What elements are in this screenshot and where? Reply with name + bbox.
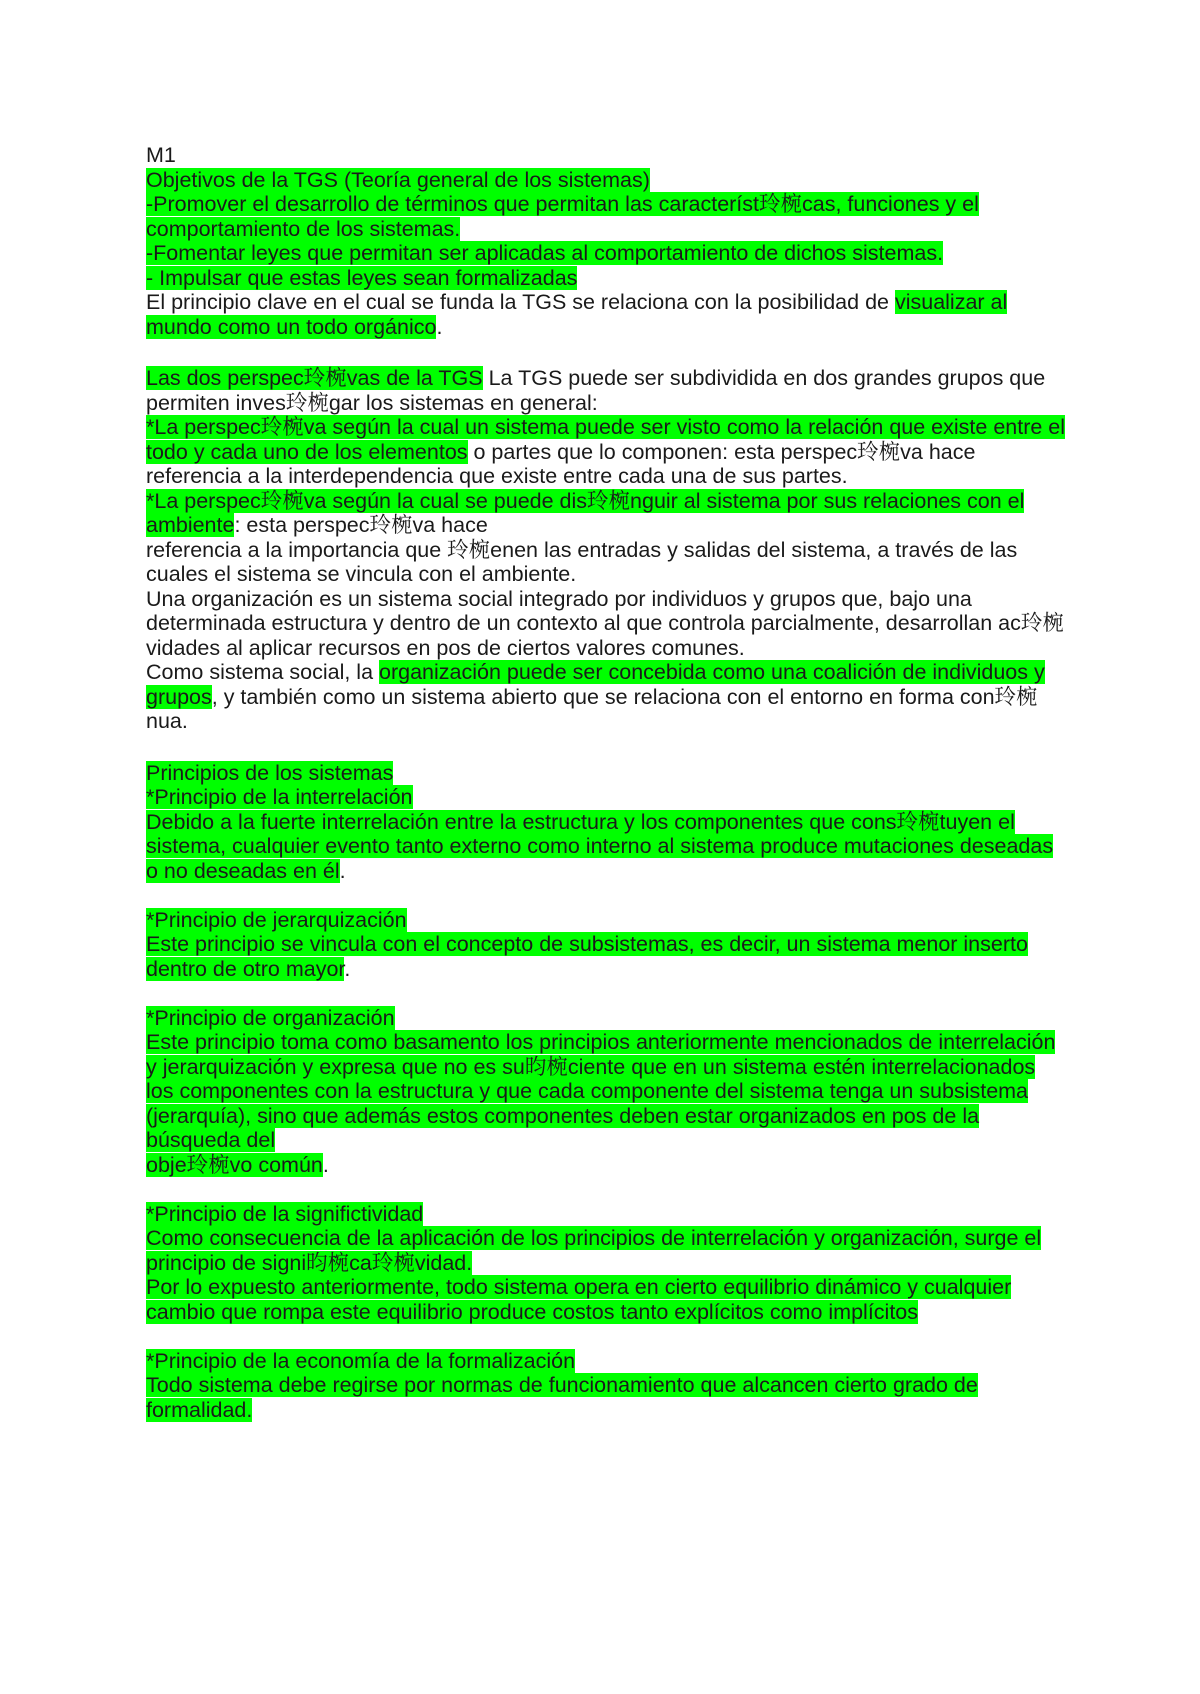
principio-clave-paragraph [146, 290, 1066, 339]
principio-jerarquizacion-title [146, 908, 1066, 933]
principio-economia-body-text: Todo sistema debe regirse por normas de funcionamiento que alcancen cierto grado de formalidad. [146, 1373, 978, 1422]
objetivo-item-1-text: -Promover el desarrollo de términos que permitan las característ玲椀cas, funciones y el comportamiento de los sistemas. [146, 192, 979, 241]
spacer [146, 734, 1066, 761]
principio-significtividad-title [146, 1202, 1066, 1227]
organizacion-text-start: Como sistema social, la [146, 660, 379, 684]
principio-organizacion-title [146, 1006, 1066, 1031]
principio-significtividad-body-2-text: Por lo expuesto anteriormente, todo sistema opera en cierto equilibrio dinámico y cualquier cambio que rompa este equilibrio produce costos tanto explícitos como implícitos [146, 1275, 1012, 1324]
doc-title: M1 [146, 143, 176, 167]
objetivo-item-2 [146, 241, 1066, 266]
principio-economia-body [146, 1373, 1066, 1422]
spacer [146, 339, 1066, 366]
principio-significtividad-body-text: Como consecuencia de la aplicación de los principios de interrelación y organización, surge el principio de signi昀椀ca玲椀vidad. [146, 1226, 1042, 1275]
objetivo-item-1 [146, 192, 1066, 241]
principio-clave-highlight: visualizar al mundo como un todo orgánico [146, 290, 1008, 339]
principio-organizacion-body-2 [146, 1153, 1066, 1178]
principio-economia-title-text: *Principio de la economía de la formalización [146, 1348, 576, 1373]
spacer [146, 883, 1066, 908]
objetivos-heading [146, 168, 1066, 193]
principio-organizacion-body-text: Este principio toma como basamento los principios anteriormente mencionados de interrelación y jerarquización y expresa que no es su昀椀ciente que en un sistema estén interrelacionados los componentes con la estructura y que cada componente del sistema tenga un subsistema (jerarquía), sino que además estos componentes deben estar organizados en pos de la búsqueda del [146, 1030, 1056, 1152]
objetivos-heading-text: Objetivos de la TGS (Teoría general de los sistemas) [146, 167, 650, 192]
perspectiva-1-highlight: *La perspec玲椀va según la cual un sistema puede ser visto como la relación que existe entre el todo y cada uno de los elementos [146, 415, 1066, 464]
principios-heading-text: Principios de los sistemas [146, 760, 394, 785]
principio-jerarquizacion-body-text: Este principio se vincula con el concepto de subsistemas, es decir, un sistema menor inserto dentro de otro mayor [146, 932, 1028, 981]
principios-heading [146, 761, 1066, 786]
principio-organizacion-body [146, 1030, 1066, 1153]
principio-organizacion-end: . [322, 1152, 329, 1177]
perspectivas-intro: La TGS puede ser subdividida en dos grandes grupos que permiten inves玲椀gar los sistemas en general: [146, 366, 1046, 415]
perspectiva-2-highlight: *La perspec玲椀va según la cual se puede dis玲椀nguir al sistema por sus relaciones con el ambiente [146, 488, 1025, 537]
perspectivas-heading: Las dos perspec玲椀vas de la TGS [146, 366, 483, 390]
principio-clave-end: . [436, 314, 443, 339]
objetivo-item-3-text: - Impulsar que estas leyes sean formalizadas [146, 265, 578, 290]
principio-interrelacion-body [146, 810, 1066, 884]
spacer [146, 981, 1066, 1006]
document-page [146, 143, 1066, 1422]
spacer [146, 1177, 1066, 1202]
objetivo-item-3 [146, 266, 1066, 291]
objetivo-item-2-text: -Fomentar leyes que permitan ser aplicadas al comportamiento de dichos sistemas. [146, 241, 944, 265]
principio-significtividad-body [146, 1226, 1066, 1275]
principio-economia-title [146, 1349, 1066, 1374]
principio-jerarquizacion-title-text: *Principio de jerarquización [146, 907, 407, 932]
spacer [146, 1324, 1066, 1349]
principio-organizacion-title-text: *Principio de organización [146, 1005, 395, 1030]
principio-organizacion-body-2-text: obje玲椀vo común [146, 1152, 323, 1177]
principio-clave-text: El principio clave en el cual se funda la TGS se relaciona con la posibilidad de [146, 290, 895, 314]
principio-significtividad-title-text: *Principio de la significtividad [146, 1201, 424, 1226]
organizacion-paragraph-2 [146, 660, 1066, 734]
perspectiva-1-rest: o partes que lo componen: esta perspec玲椀va hace referencia a la interdependencia que existe entre cada una de sus partes. [146, 439, 976, 488]
perspectivas-paragraph [146, 366, 1066, 415]
principio-significtividad-body-2 [146, 1275, 1066, 1324]
perspectiva-2-continuation: referencia a la importancia que 玲椀enen las entradas y salidas del sistema, a través de las cuales el sistema se vincula con el ambiente. [146, 537, 1018, 586]
perspectiva-2-paragraph [146, 489, 1066, 538]
organizacion-highlight: organización puede ser concebida como una coalición de individuos y grupos [146, 660, 1045, 709]
principio-interrelacion-body-text: Debido a la fuerte interrelación entre la estructura y los componentes que cons玲椀tuyen el sistema, cualquier evento tanto externo como interno al sistema produce mutaciones deseadas o no deseadas en él [146, 809, 1054, 883]
principio-jerarquizacion-end: . [344, 956, 351, 981]
organizacion-paragraph-1: Una organización es un sistema social integrado por individuos y grupos que, bajo una determinada estructura y dentro de un contexto al que controla parcialmente, desarrollan ac玲椀vidades al aplicar recursos en pos de ciertos valores comunes. [146, 586, 1064, 660]
principio-interrelacion-title [146, 785, 1066, 810]
principio-jerarquizacion-body [146, 932, 1066, 981]
organizacion-text-end: , y también como un sistema abierto que se relaciona con el entorno en forma con玲椀nua. [146, 684, 1038, 733]
perspectiva-2-rest: : esta perspec玲椀va hace [234, 513, 488, 537]
perspectiva-1-paragraph [146, 415, 1066, 489]
principio-interrelacion-title-text: *Principio de la interrelación [146, 785, 413, 809]
principio-interrelacion-end: . [339, 858, 346, 883]
